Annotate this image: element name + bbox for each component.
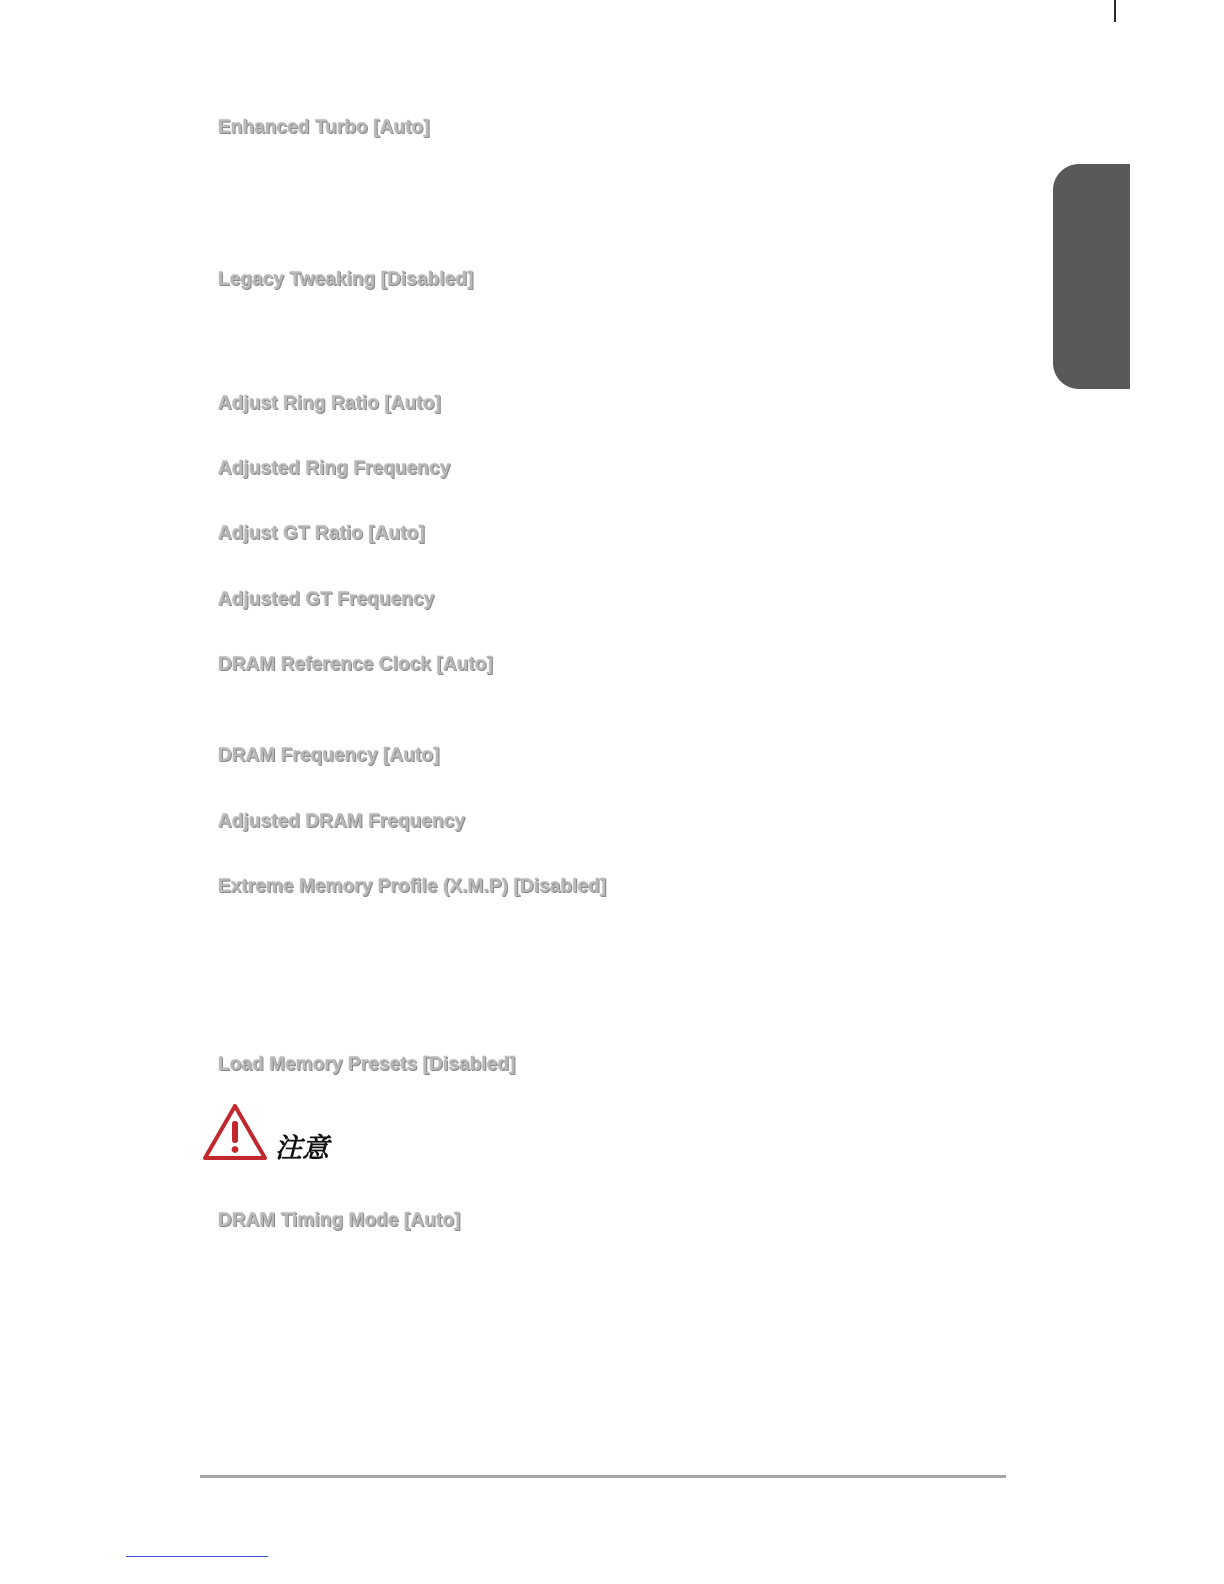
setting-dram-reference-clock: DRAM Reference Clock [Auto] [218,654,494,675]
warning-triangle-icon [202,1103,268,1161]
setting-load-memory-presets: Load Memory Presets [Disabled] [218,1054,516,1075]
setting-dram-frequency: DRAM Frequency [Auto] [218,745,440,766]
chapter-side-tab [1053,164,1130,389]
note-callout [202,1103,342,1163]
setting-adjusted-dram-frequency: Adjusted DRAM Frequency [218,811,466,832]
bottom-link-underline [126,1556,268,1557]
setting-adjust-ring-ratio: Adjust Ring Ratio [Auto] [218,393,441,414]
setting-adjusted-gt-frequency: Adjusted GT Frequency [218,589,435,610]
footer-divider [200,1475,1006,1478]
top-crop-mark [1114,0,1116,22]
setting-adjust-gt-ratio: Adjust GT Ratio [Auto] [218,523,425,544]
setting-extreme-memory-profile: Extreme Memory Profile (X.M.P) [Disabled] [218,876,607,897]
setting-enhanced-turbo: Enhanced Turbo [Auto] [218,117,430,138]
setting-dram-timing-mode: DRAM Timing Mode [Auto] [218,1210,461,1231]
note-label: 注意 [275,1133,329,1164]
setting-legacy-tweaking: Legacy Tweaking [Disabled] [218,269,474,290]
setting-adjusted-ring-frequency: Adjusted Ring Frequency [218,458,451,479]
